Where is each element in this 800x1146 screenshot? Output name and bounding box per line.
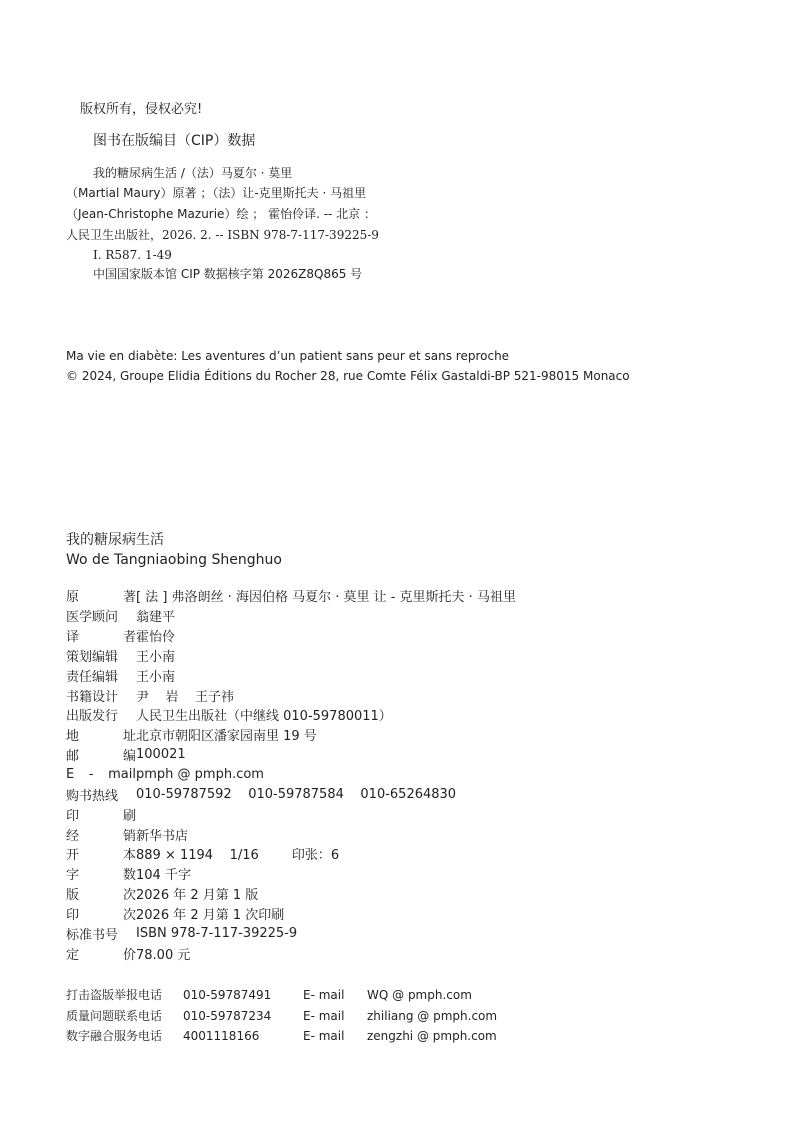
detail-label: 刷 bbox=[122, 808, 136, 824]
detail-row bbox=[66, 725, 766, 745]
detail-row bbox=[66, 904, 766, 924]
detail-label: 定 bbox=[66, 947, 80, 963]
contact-label: 质量问题联系电话 bbox=[66, 1008, 163, 1023]
detail-label: 销 bbox=[122, 828, 136, 844]
detail-row bbox=[66, 586, 766, 606]
publication-details bbox=[66, 586, 766, 963]
detail-value: 霍怡伶 bbox=[136, 630, 176, 646]
contact-email-label: E- mail bbox=[303, 988, 345, 1002]
cip-heading: 图书在版编目（CIP）数据 bbox=[93, 133, 256, 149]
contact-email-label: E- mail bbox=[303, 1029, 345, 1043]
detail-label: 版 bbox=[66, 888, 80, 904]
contact-email: zhiliang @ pmph.com bbox=[367, 1008, 498, 1023]
detail-label: 原 bbox=[66, 590, 80, 606]
detail-value: 889 × 1194 1/16 印张：6 bbox=[136, 848, 340, 864]
detail-row bbox=[66, 864, 766, 884]
detail-value: 尹 岩 王子祎 bbox=[136, 689, 235, 705]
detail-value: 北京市朝阳区潘家园南里 19 号 bbox=[136, 729, 317, 745]
contact-label: 打击盗版举报电话 bbox=[66, 988, 163, 1002]
detail-row bbox=[66, 705, 766, 725]
detail-value: 新华书店 bbox=[136, 828, 189, 844]
detail-row bbox=[66, 824, 766, 844]
detail-value: pmph @ pmph.com bbox=[136, 767, 264, 783]
contact-email: WQ @ pmph.com bbox=[367, 988, 472, 1002]
book-title-pinyin: Wo de Tangniaobing Shenghuo bbox=[66, 552, 282, 568]
detail-label: - bbox=[88, 767, 94, 783]
detail-value: [ 法 ] 弗洛朗丝 · 海因伯格 马夏尔 · 莫里 让 - 克里斯托夫 · 马祖里 bbox=[136, 590, 516, 606]
detail-row bbox=[66, 685, 766, 705]
detail-value: 王小南 bbox=[136, 649, 176, 665]
detail-row bbox=[66, 646, 766, 666]
detail-value: 104 千字 bbox=[136, 868, 191, 884]
cip-line: Ⅰ. R587. 1-49 bbox=[93, 248, 172, 262]
original-copyright: © 2024, Groupe Elidia Éditions du Rocher 28, rue Comte Félix Gastaldi-BP 521-98015 Monaco bbox=[66, 369, 630, 383]
detail-label: 次 bbox=[122, 888, 136, 904]
detail-label: 者 bbox=[122, 630, 136, 646]
cip-line: 我的糖尿病生活 /（法）马夏尔 · 莫里 bbox=[93, 166, 293, 180]
detail-label: 译 bbox=[66, 630, 80, 646]
detail-label: 字 bbox=[66, 868, 80, 884]
contact-block bbox=[66, 985, 766, 1047]
detail-row bbox=[66, 665, 766, 685]
detail-label: 标准书号 bbox=[66, 927, 119, 943]
detail-row bbox=[66, 745, 766, 765]
detail-row bbox=[66, 804, 766, 824]
detail-label: 次 bbox=[122, 907, 136, 923]
detail-label: mail bbox=[108, 767, 136, 783]
detail-label: E bbox=[66, 767, 75, 783]
detail-label: 印 bbox=[66, 808, 80, 824]
detail-label: 医学顾问 bbox=[66, 610, 119, 626]
detail-label: 开 bbox=[66, 848, 80, 864]
detail-label: 址 bbox=[122, 729, 136, 745]
detail-label: 购书热线 bbox=[66, 788, 119, 804]
detail-label: 价 bbox=[122, 947, 136, 963]
detail-row bbox=[66, 606, 766, 626]
detail-value: 翁建平 bbox=[136, 610, 176, 626]
detail-value: 100021 bbox=[136, 747, 186, 763]
detail-row bbox=[66, 765, 766, 785]
detail-label: 书籍设计 bbox=[66, 689, 119, 705]
contact-email-label: E- mail bbox=[303, 1008, 345, 1023]
detail-label: 策划编辑 bbox=[66, 649, 119, 665]
contact-phone: 010-59787234 bbox=[183, 1008, 272, 1023]
detail-label: 责任编辑 bbox=[66, 669, 119, 685]
detail-label: 数 bbox=[122, 868, 136, 884]
cip-line: （Martial Maury）原著 ；（法）让-克里斯托夫 · 马祖里 bbox=[66, 186, 367, 200]
detail-label: 出版发行 bbox=[66, 709, 119, 725]
contact-phone: 010-59787491 bbox=[183, 988, 272, 1002]
book-title-cn: 我的糖尿病生活 bbox=[66, 532, 164, 548]
detail-label: 邮 bbox=[66, 749, 80, 765]
detail-row bbox=[66, 626, 766, 646]
contact-phone: 4001118166 bbox=[183, 1029, 260, 1043]
original-title: Ma vie en diabète: Les aventures d’un patient sans peur et sans reproche bbox=[66, 349, 510, 363]
detail-value: 2026 年 2 月第 1 次印刷 bbox=[136, 907, 285, 923]
detail-value: 78.00 元 bbox=[136, 947, 191, 963]
contact-row bbox=[66, 1006, 766, 1027]
detail-row bbox=[66, 784, 766, 804]
contact-row bbox=[66, 1026, 766, 1047]
detail-value: 王小南 bbox=[136, 669, 176, 685]
detail-label: 印 bbox=[66, 907, 80, 923]
rights-notice: 版权所有，侵权必究! bbox=[80, 102, 203, 117]
detail-row bbox=[66, 923, 766, 943]
detail-label: 编 bbox=[122, 749, 136, 765]
detail-label: 著 bbox=[122, 590, 136, 606]
detail-row bbox=[66, 943, 766, 963]
detail-label: 经 bbox=[66, 828, 80, 844]
detail-value: 010-59787592 010-59787584 010-65264830 bbox=[136, 786, 457, 802]
detail-label: 本 bbox=[122, 848, 136, 864]
cip-line: 人民卫生出版社，2026. 2. -- ISBN 978-7-117-39225-9 bbox=[66, 228, 379, 242]
detail-value: ISBN 978-7-117-39225-9 bbox=[136, 925, 298, 941]
contact-label: 数字融合服务电话 bbox=[66, 1029, 163, 1043]
detail-value: 人民卫生出版社（中继线 010-59780011） bbox=[136, 709, 392, 725]
detail-value: 2026 年 2 月第 1 版 bbox=[136, 888, 259, 904]
contact-row bbox=[66, 985, 766, 1006]
detail-row bbox=[66, 884, 766, 904]
contact-email: zengzhi @ pmph.com bbox=[367, 1029, 497, 1043]
detail-row bbox=[66, 844, 766, 864]
cip-line: 中国国家版本馆 CIP 数据核字第 2026Z8Q865 号 bbox=[93, 267, 363, 281]
cip-line: （Jean-Christophe Mazurie）绘 ； 霍怡伶译. -- 北京 ： bbox=[66, 207, 376, 221]
detail-label: 地 bbox=[66, 729, 80, 745]
